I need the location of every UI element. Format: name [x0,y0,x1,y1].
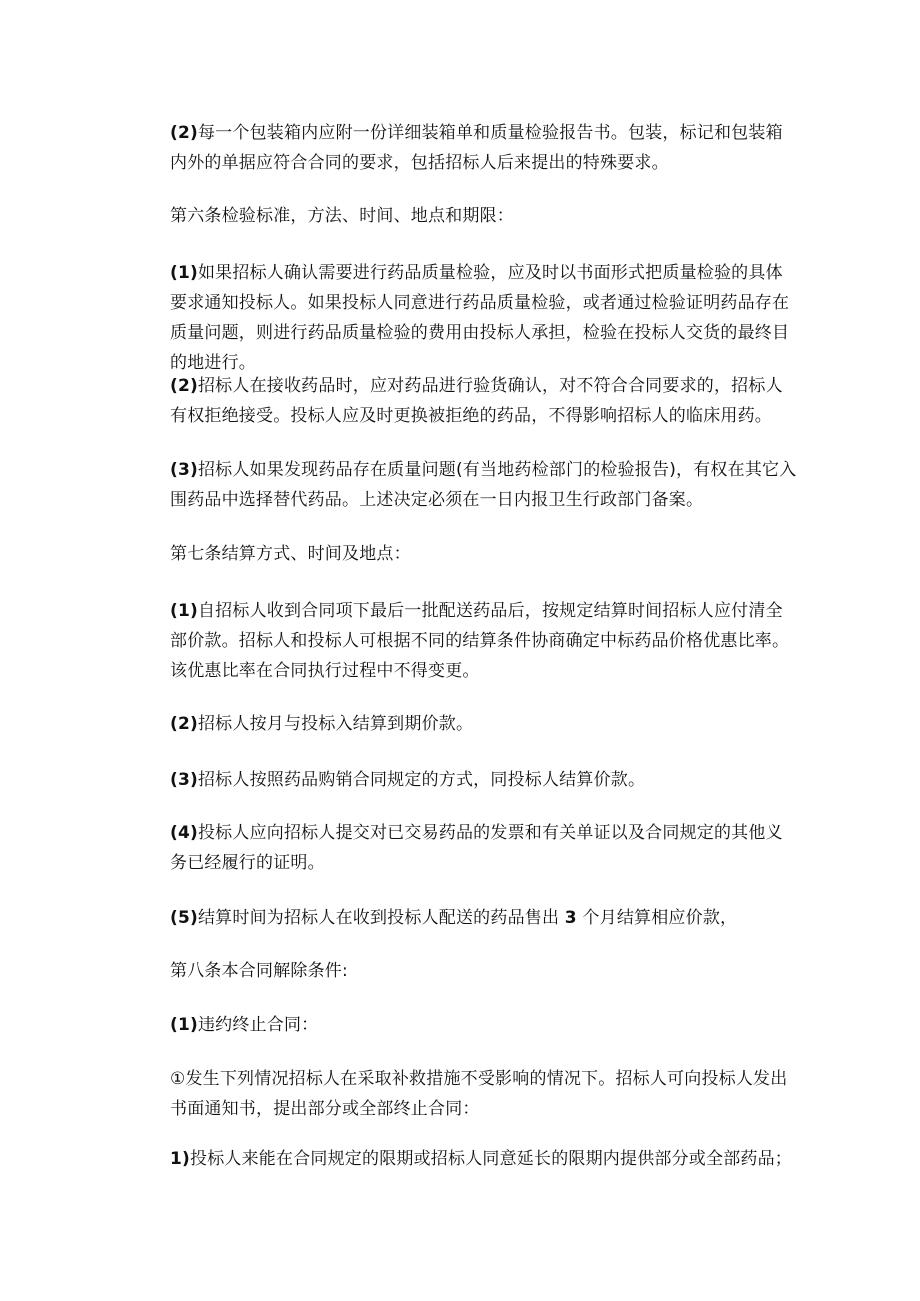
item-number: (1) [170,1015,198,1035]
paragraph-text: 如果招标人确认需要进行药品质量检验，应及时以书面形式把质量检验的具体要求通知投标人。如果投标人同意进行药品质量检验，或者通过检验证明药品存在质量问题，则进行药品质量检验的费用由投标人承担，检验在投标人交货的最终目的地进行。 [170,263,790,373]
paragraph-text: 投标人来能在合同规定的限期或招标人同意延长的限期内提供部分或全部药品； [190,1149,792,1169]
month-count: 3 [564,908,577,928]
paragraph-invoices [170,818,798,878]
heading-text: 第八条本合同解除条件: [170,961,348,981]
item-number: (2) [170,376,198,396]
item-number: (5) [170,908,198,928]
heading-text: 第六条检验标准，方法、时间、地点和期限： [170,206,514,226]
paragraph-settlement-time [170,903,798,933]
paragraph-termination [170,1010,798,1040]
section-heading-article-6 [170,201,798,231]
paragraph-text: 招标人在接收药品时，应对药品进行验货确认，对不符合合同要求的，招标人有权拒绝接受。投标人应及时更换被拒绝的药品，不得影响招标人的临床用药。 [170,376,783,426]
paragraph-text: ①发生下列情况招标人在采取补救措施不受影响的情况下。招标人可向投标人发出书面通知书，提出部分或全部终止合同： [170,1069,788,1119]
section-heading-article-7 [170,539,798,569]
paragraph-text-continued: 个月结算相应价款， [582,908,738,928]
item-number: (1) [170,601,198,621]
paragraph-text: 招标人按月与投标入结算到期价款。 [197,714,474,734]
paragraph-quality-inspection [170,258,798,378]
paragraph-text: 每一个包装箱内应附一份详细装箱单和质量检验报告书。包装，标记和包装箱内外的单据应符合合同的要求，包括招标人后来提出的特殊要求。 [170,123,783,173]
paragraph-receiving-check [170,371,798,431]
paragraph-termination-conditions [170,1064,798,1124]
paragraph-text: 自招标人收到合同项下最后一批配送药品后，按规定结算时间招标人应付清全部价款。招标人和投标人可根据不同的结算条件协商确定中标药品价格优惠比率。该优惠比率在合同执行过程中不得变更。 [170,601,790,681]
section-heading-article-8 [170,956,798,986]
item-number: (3) [170,460,198,480]
item-number: (2) [170,714,198,734]
item-number: 1) [170,1149,190,1169]
paragraph-substitute-drugs [170,455,798,515]
paragraph-text: 违约终止合同： [197,1015,319,1035]
paragraph-settlement-full-payment [170,596,798,686]
item-number: (3) [170,770,198,790]
paragraph-text: 招标人如果发现药品存在质量问题(有当地药检部门的检验报告)，有权在其它入围药品中选择替代药品。上述决定必须在一日内报卫生行政部门备案。 [170,460,797,510]
item-number: (1) [170,263,198,283]
paragraph-text: 招标人按照药品购销合同规定的方式，同投标人结算价款。 [197,770,646,790]
paragraph-delivery-failure [170,1144,798,1174]
paragraph-text: 投标人应向招标人提交对已交易药品的发票和有关单证以及合同规定的其他义务已经履行的证明。 [170,823,783,873]
paragraph-text: 结算时间为招标人在收到投标人配送的药品售出 [197,908,560,928]
paragraph-monthly-settlement [170,709,798,739]
paragraph-packing-list [170,118,798,178]
paragraph-settlement-method [170,765,798,795]
item-number: (4) [170,823,198,843]
heading-text: 第七条结算方式、时间及地点： [170,544,411,564]
item-number: (2) [170,123,198,143]
